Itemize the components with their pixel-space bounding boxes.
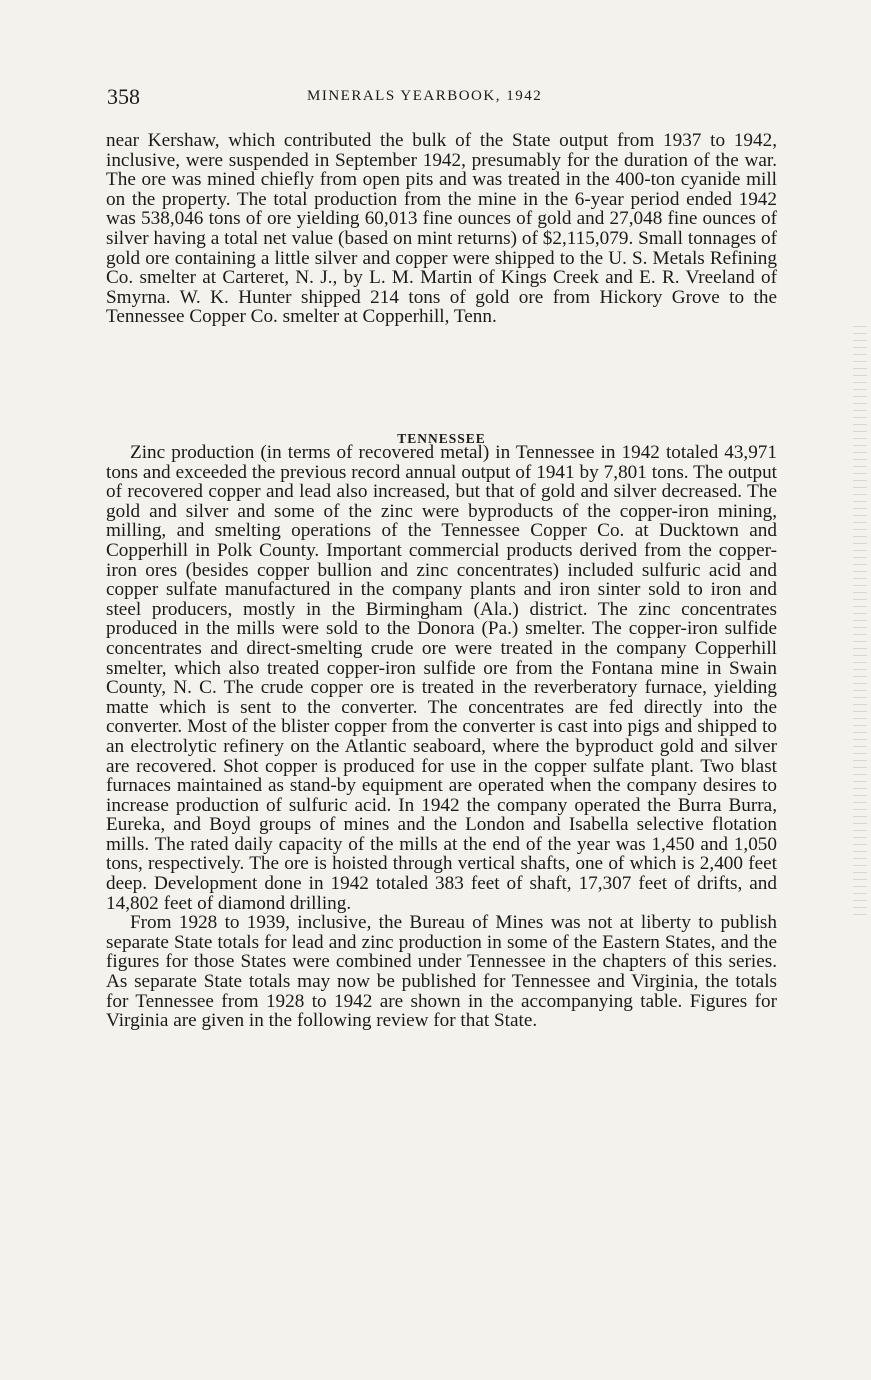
page-header — [107, 84, 777, 114]
tennessee-section — [106, 443, 777, 1031]
page-number: 358 — [107, 84, 140, 109]
tennessee-paragraph-2: From 1928 to 1939, inclusive, the Bureau of Mines was not at liberty to publish separate State totals for lead and zinc production in some of the Eastern States, and the figures for those States were combined under Tennessee in the chapters of this series. As separate State totals may now be published for Tennessee and Virginia, the totals for Tennessee from 1928 to 1942 are shown in the accompanying table. Figures for Virginia are given in the following review for that State. — [106, 912, 777, 1032]
scan-edge-noise — [853, 320, 867, 920]
carryover-paragraph-block — [106, 131, 777, 327]
carryover-paragraph: near Kershaw, which contributed the bulk of the State output from 1937 to 1942, inclusive, were suspended in September 1942, presumably for the duration of the war. The ore was mined chiefly from open pits and was treated in the 400-ton cyanide mill on the property. The total production from the mine in the 6-year period ended 1942 was 538,046 tons of ore yielding 60,013 fine ounces of gold and 27,048 fine ounces of silver having a total net value (based on mint returns) of $2,115,079. Small tonnages of gold ore containing a little silver and copper were shipped to the U. S. Metals Refining Co. smelter at Carteret, N. J., by L. M. Martin of Kings Creek and E. R. Vreeland of Smyrna. W. K. Hunter shipped 214 tons of gold ore from Hickory Grove to the Tennessee Copper Co. smelter at Copperhill, Tenn. — [106, 130, 777, 328]
running-head: MINERALS YEARBOOK, 1942 — [307, 88, 543, 104]
tennessee-paragraph-1: Zinc production (in terms of recovered metal) in Tennessee in 1942 totaled 43,971 tons and exceeded the previous record annual output of 1941 by 7,801 tons. The output of recovered copper and lead also increased, but that of gold and silver decreased. The gold and silver and some of the zinc were byproducts of the copper-iron mining, milling, and smelting operations of the Tennessee Copper Co. at Ducktown and Copperhill in Polk County. Important commercial products derived from the copper-iron ores (besides copper bullion and zinc concentrates) included sulfuric acid and copper sulfate manufactured in the company plants and iron sinter sold to iron and steel producers, mostly in the Birmingham (Ala.) district. The zinc concentrates produced in the mills were sold to the Donora (Pa.) smelter. The copper-iron sulfide concentrates and direct-smelting crude ore were treated in the company Copperhill smelter, which also treated copper-iron sulfide ore from the Fontana mine in Swain County, N. C. The crude copper ore is treated in the reverberatory furnace, yielding matte which is sent to the converter. The concentrates are fed directly into the converter. Most of the blister copper from the converter is cast into pigs and shipped to an electrolytic refinery on the Atlantic seaboard, where the byproduct gold and silver are recovered. Shot copper is produced for use in the copper sulfate plant. Two blast furnaces maintained as stand-by equipment are operated when the company desires to increase production of sulfuric acid. In 1942 the company operated the Burra Burra, Eureka, and Boyd groups of mines and the London and Isabella selective flotation mills. The rated daily capacity of the mills at the end of the year was 1,450 and 1,050 tons, respectively. The ore is hoisted through vertical shafts, one of which is 2,400 feet deep. Development done in 1942 totaled 383 feet of shaft, 17,307 feet of drifts, and 14,802 feet of diamond drilling. — [106, 442, 777, 914]
section-heading: TENNESSEE — [397, 431, 486, 446]
